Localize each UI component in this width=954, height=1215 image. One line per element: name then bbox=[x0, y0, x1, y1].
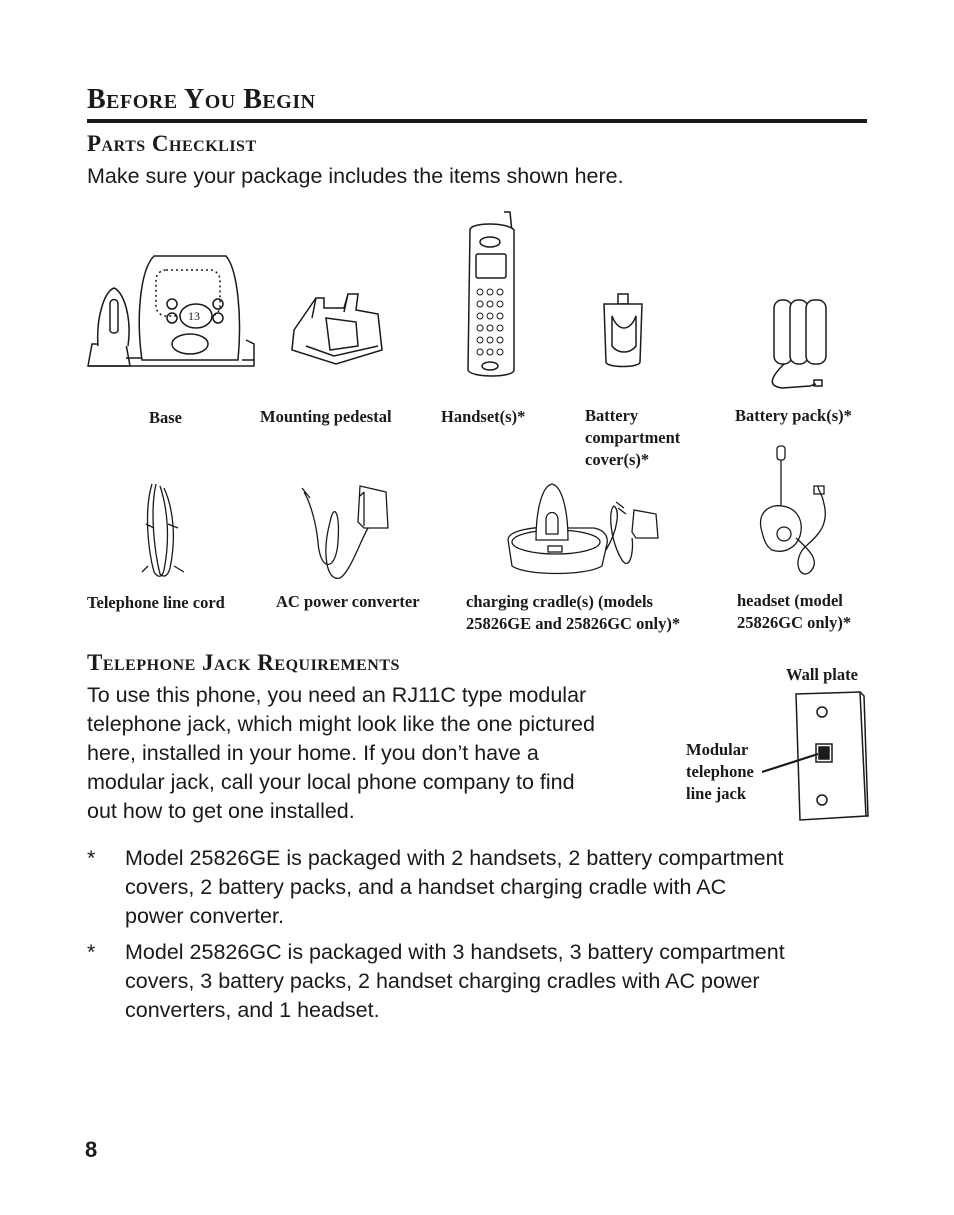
note-25826ge: * Model 25826GE is packaged with 2 handsets, 2 battery compartment covers, 2 battery packs, and a handset charging cradle with AC power converter. bbox=[87, 846, 784, 928]
parts-checklist-title: Parts Checklist bbox=[87, 131, 257, 156]
caption-charging-cradle: charging cradle(s) (models 25826GE and 25826GC only)* bbox=[466, 592, 681, 633]
battery-pack-icon bbox=[762, 296, 834, 392]
caption-battery-cover: Battery compartment cover(s)* bbox=[585, 406, 681, 469]
modular-jack-label: Modular telephone line jack bbox=[686, 740, 754, 803]
caption-ac-adapter: AC power converter bbox=[276, 592, 420, 611]
svg-text:13: 13 bbox=[188, 309, 200, 323]
parts-intro: Make sure your package includes the items shown here. bbox=[87, 164, 624, 188]
caption-battery-pack: Battery pack(s)* bbox=[735, 406, 852, 425]
page-heading: Before You Begin bbox=[87, 84, 316, 115]
caption-handset: Handset(s)* bbox=[441, 407, 526, 426]
page-number: 8 bbox=[85, 1137, 98, 1162]
caption-headset: headset (model 25826GC only)* bbox=[737, 591, 852, 632]
note-marker: * bbox=[87, 846, 96, 870]
base-unit-icon bbox=[86, 248, 258, 376]
heading-rule bbox=[87, 119, 867, 123]
mounting-pedestal-icon bbox=[286, 290, 386, 366]
headset-icon bbox=[752, 442, 834, 582]
caption-line-cord: Telephone line cord bbox=[87, 593, 225, 612]
wall-plate-label: Wall plate bbox=[786, 665, 858, 684]
battery-cover-icon bbox=[598, 292, 648, 372]
note-25826gc: * Model 25826GC is packaged with 3 handsets, 3 battery compartment covers, 3 battery packs, 2 handset charging cradles with AC power converters, and 1 headset. bbox=[87, 940, 785, 1022]
jack-requirements-title: Telephone Jack Requirements bbox=[87, 650, 400, 675]
charging-cradle-icon bbox=[506, 480, 666, 580]
handset-icon bbox=[460, 210, 520, 385]
caption-base: Base bbox=[149, 408, 182, 427]
note-marker: * bbox=[87, 940, 96, 964]
ac-adapter-icon bbox=[300, 482, 392, 582]
line-cord-icon bbox=[140, 480, 190, 580]
wall-plate-icon bbox=[760, 688, 870, 824]
jack-paragraph: To use this phone, you need an RJ11C type modular telephone jack, which might look like the one pictured here, installed in your home. If you don’t have a modular jack, call your local phone company to find out how to get one installed. bbox=[87, 683, 595, 823]
caption-mounting-pedestal: Mounting pedestal bbox=[260, 407, 392, 426]
